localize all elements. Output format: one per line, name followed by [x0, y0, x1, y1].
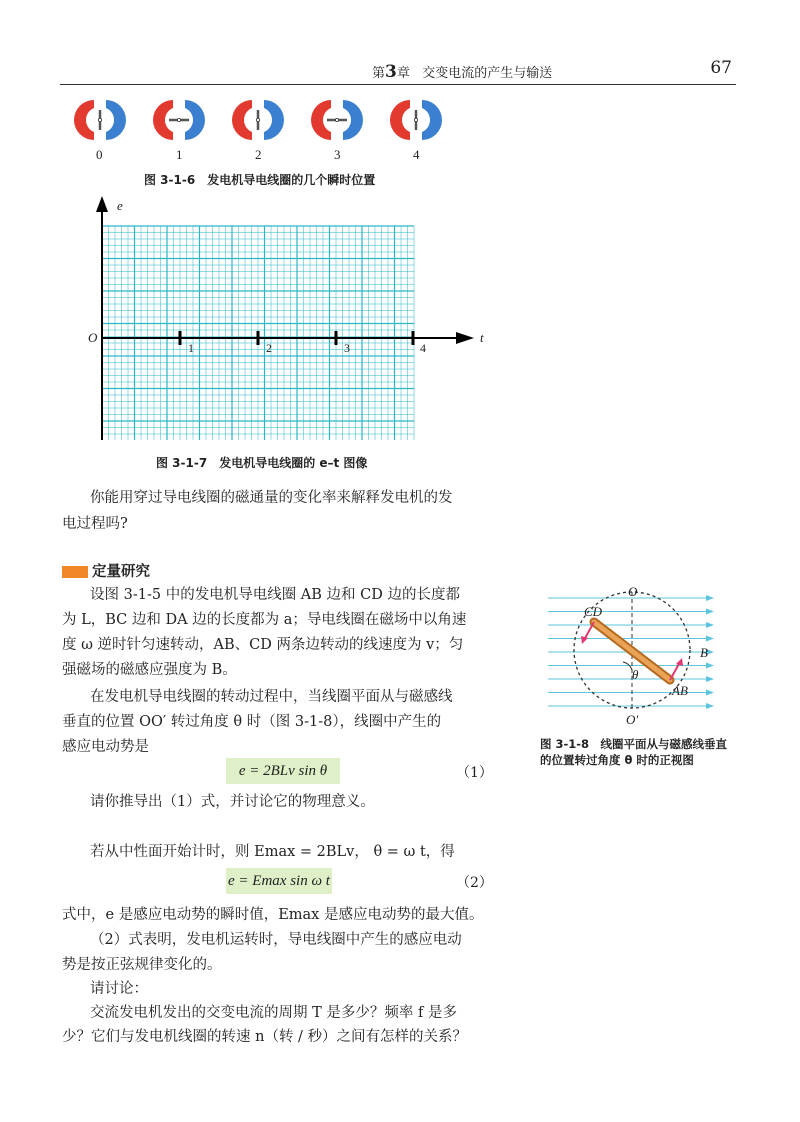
figure-caption-318-line2: 的位置转过角度 θ 时的正视图	[540, 753, 694, 767]
fig318-label-ab: AB	[672, 683, 688, 698]
para8-line2: 少？它们与发电机线圈的转速 n（转 / 秒）之间有怎样的关系？	[62, 1029, 468, 1045]
origin-label: O	[88, 330, 98, 345]
para1-line1: 设图 3-1-5 中的发电机导电线圈 AB 边和 CD 边的长度都	[90, 587, 460, 603]
fig318-label-cd: CD	[584, 604, 603, 619]
x-axis-arrow-icon	[456, 332, 474, 344]
equation-number-2: （2）	[456, 875, 493, 891]
para3: 请你推导出（1）式，并讨论它的物理意义。	[90, 794, 375, 810]
et-graph	[80, 190, 500, 452]
magnet-n-pole-icon	[232, 100, 252, 140]
tick-label-2: 2	[266, 341, 272, 355]
field-arrow-icon	[706, 636, 714, 642]
field-arrow-icon	[706, 663, 714, 669]
y-axis-label: e	[117, 198, 123, 213]
x-axis-label: t	[480, 330, 484, 345]
ab-arrow-head-icon	[676, 658, 683, 666]
gen-label-3: 3	[334, 147, 341, 162]
chapter-title: 交变电流的产生与输送	[422, 66, 553, 81]
page-number: 67	[710, 58, 732, 78]
tick-label-4: 4	[420, 341, 426, 355]
gen-label-2: 2	[255, 147, 262, 162]
field-arrow-icon	[706, 609, 714, 615]
fig318-label-oprime: O′	[626, 712, 639, 727]
para2-line2: 垂直的位置 OO′ 转过角度 θ 时（图 3-1-8），线圈中产生的	[62, 714, 442, 730]
para7: 请讨论：	[90, 981, 148, 997]
figure-caption-316: 图 3-1-6 发电机导电线圈的几个瞬时位置	[144, 173, 376, 187]
chapter-suffix: 章	[396, 66, 410, 81]
para8-line1: 交流发电机发出的交变电流的周期 T 是多少？频率 f 是多	[90, 1005, 457, 1021]
magnet-n-pole-icon	[390, 100, 410, 140]
fig318-label-b: B	[700, 645, 708, 660]
coil-axle-icon	[335, 118, 338, 121]
equation-number-1: （1）	[456, 765, 493, 781]
para6-line2: 势是按正弦规律变化的。	[62, 957, 222, 973]
question-line-1: 你能用穿过导电线圈的磁通量的变化率来解释发电机的发	[90, 490, 453, 506]
section-title: 定量研究	[92, 564, 150, 580]
chapter-prefix: 第	[372, 66, 386, 81]
chapter-heading	[372, 62, 552, 82]
figure-caption-318-line1: 图 3-1-8 线圈平面从与磁感线垂直	[540, 737, 728, 751]
para6-line1: （2）式表明，发电机运转时，导电线圈中产生的感应电动	[90, 932, 462, 948]
formula-1: e = 2BLv sin θ	[226, 758, 340, 784]
section-marker	[62, 566, 88, 578]
cd-arrow-head-icon	[581, 636, 588, 644]
fig318-label-o: O	[628, 584, 638, 599]
gen-label-4: 4	[413, 147, 420, 162]
para2-line1: 在发电机导电线圈的转动过程中，当线圈平面从与磁感线	[90, 689, 453, 705]
gen-label-0: 0	[96, 147, 103, 162]
field-arrow-icon	[706, 703, 714, 709]
gen-label-1: 1	[176, 147, 183, 162]
field-arrow-icon	[706, 690, 714, 696]
formula-2: e = Emax sin ω t	[226, 868, 332, 894]
y-axis-arrow-icon	[96, 196, 108, 212]
para1-line4: 强磁场的磁感应强度为 B。	[62, 662, 237, 678]
coil-axle-icon	[414, 118, 417, 121]
para1-line3: 度 ω 逆时针匀速转动，AB、CD 两条边转动的线速度为 v；匀	[62, 637, 464, 653]
coil-axle-icon	[98, 118, 101, 121]
question-line-2: 电过程吗?	[62, 516, 128, 532]
para4: 若从中性面开始计时，则 Emax = 2BLv， θ = ω t，得	[90, 844, 455, 860]
magnet-n-pole-icon	[74, 100, 94, 140]
magnet-s-pole-icon	[422, 100, 442, 140]
tick-label-1: 1	[188, 341, 194, 355]
para1-line2: 为 L，BC 边和 DA 边的长度都为 a；导电线圈在磁场中以角速	[62, 612, 467, 628]
magnet-s-pole-icon	[264, 100, 284, 140]
chapter-number: 3	[385, 62, 397, 82]
tick-label-3: 3	[344, 341, 350, 355]
coil-axle-icon	[177, 118, 180, 121]
page-header	[60, 58, 736, 85]
field-arrow-icon	[706, 676, 714, 682]
para2-line3: 感应电动势是	[62, 739, 149, 755]
magnet-s-pole-icon	[106, 100, 126, 140]
fig318-label-theta: θ	[632, 667, 639, 682]
field-arrow-icon	[706, 595, 714, 601]
figure-caption-317: 图 3-1-7 发电机导电线圈的 e–t 图像	[156, 456, 368, 470]
generator-positions-figure	[70, 96, 450, 146]
field-arrow-icon	[706, 622, 714, 628]
para5: 式中，e 是感应电动势的瞬时值，Emax 是感应电动势的最大值。	[62, 907, 484, 923]
coil-axle-icon	[256, 118, 259, 121]
